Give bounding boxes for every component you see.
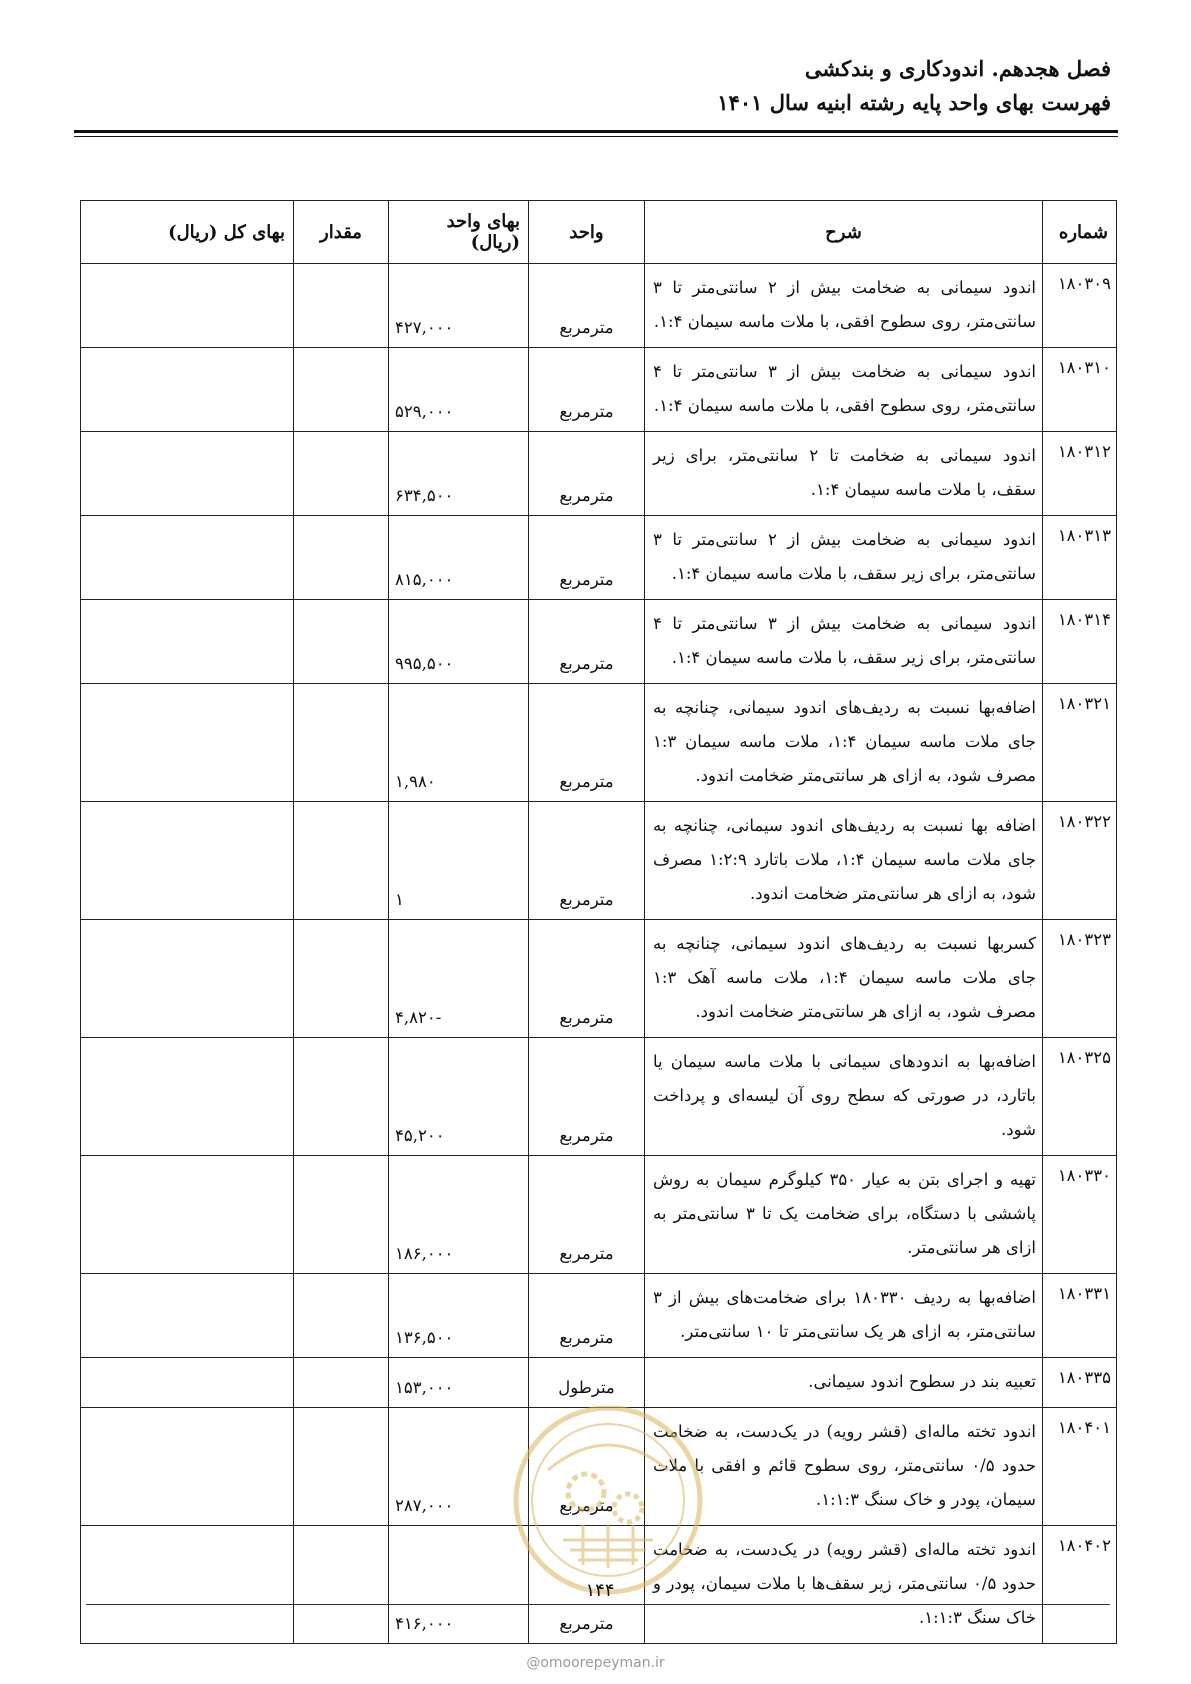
table-row [81, 516, 1117, 600]
item-total-price [81, 1408, 294, 1526]
item-quantity [294, 1408, 389, 1526]
item-quantity [294, 1358, 389, 1408]
item-unit: مترمربع [529, 1274, 645, 1358]
item-total-price [81, 1358, 294, 1408]
column-header-unit-price: بهای واحد (ریال) [389, 201, 529, 264]
item-unit-price: ۴۵,۲۰۰ [389, 1038, 529, 1156]
item-code: ۱۸۰۳۲۳ [1043, 920, 1117, 1038]
table-row [81, 1274, 1117, 1358]
item-unit-price: ۱,۹۸۰ [389, 684, 529, 802]
item-total-price [81, 1156, 294, 1274]
site-watermark: @omoorepeyman.ir [526, 1655, 665, 1671]
item-description: اندود تخته ماله‌ای (قشر رویه) در یک‌دست، به ضخامت حدود ۰/۵ سانتی‌متر، زیر سقف‌ها با ملات سیمان، پودر و خاک سنگ ۱:۱:۳. [645, 1526, 1043, 1644]
item-unit-price: -۴,۸۲۰ [389, 920, 529, 1038]
item-quantity [294, 1526, 389, 1644]
item-unit: مترمربع [529, 600, 645, 684]
item-description: اندود سیمانی به ضخامت بیش از ۲ سانتی‌متر تا ۳ سانتی‌متر، برای زیر سقف، با ملات ماسه سیمان ۱:۴. [645, 516, 1043, 600]
column-header-unit: واحد [529, 201, 645, 264]
table-body [81, 264, 1117, 1644]
item-description: اندود سیمانی به ضخامت تا ۲ سانتی‌متر، برای زیر سقف، با ملات ماسه سیمان ۱:۴. [645, 432, 1043, 516]
item-unit: مترمربع [529, 516, 645, 600]
item-description: اضافه‌بها به ردیف ۱۸۰۳۳۰ برای ضخامت‌های بیش از ۳ سانتی‌متر، به ازای هر یک سانتی‌متر تا ۱۰ سانتی‌متر. [645, 1274, 1043, 1358]
document-title: فهرست بهای واحد پایه رشته ابنیه سال ۱۴۰۱ [717, 90, 1111, 115]
item-code: ۱۸۰۳۰۹ [1043, 264, 1117, 348]
table-row [81, 432, 1117, 516]
item-quantity [294, 432, 389, 516]
item-total-price [81, 516, 294, 600]
item-quantity [294, 516, 389, 600]
item-code: ۱۸۰۳۱۴ [1043, 600, 1117, 684]
item-code: ۱۸۰۴۰۲ [1043, 1526, 1117, 1644]
table-row [81, 1156, 1117, 1274]
item-quantity [294, 684, 389, 802]
item-unit: مترمربع [529, 684, 645, 802]
item-total-price [81, 684, 294, 802]
header-rule-thick [74, 130, 1118, 133]
item-total-price [81, 1526, 294, 1644]
item-unit: مترمربع [529, 1526, 645, 1644]
table-row [81, 348, 1117, 432]
table-row [81, 600, 1117, 684]
item-total-price [81, 1038, 294, 1156]
table-header-row [81, 201, 1117, 264]
item-code: ۱۸۰۳۳۵ [1043, 1358, 1117, 1408]
item-quantity [294, 920, 389, 1038]
table-row [81, 264, 1117, 348]
item-code: ۱۸۰۳۲۱ [1043, 684, 1117, 802]
item-description: کسربها نسبت به ردیف‌های اندود سیمانی، چنانچه به جای ملات ماسه سیمان ۱:۴، ملات ماسه آهک ۱:۳ مصرف شود، به ازای هر سانتی‌متر ضخامت اندود. [645, 920, 1043, 1038]
item-quantity [294, 1156, 389, 1274]
item-description: اضافه‌بها به اندودهای سیمانی با ملات ماسه سیمان یا باتارد، در صورتی که سطح روی آن لیسه‌ای و پرداخت شود. [645, 1038, 1043, 1156]
item-code: ۱۸۰۳۱۳ [1043, 516, 1117, 600]
footer-rule [86, 1604, 1110, 1605]
item-unit-price: ۱ [389, 802, 529, 920]
table-row [81, 1038, 1117, 1156]
price-table [80, 200, 1117, 1644]
table-row [81, 920, 1117, 1038]
column-header-description: شرح [645, 201, 1043, 264]
item-quantity [294, 348, 389, 432]
item-unit-price: ۴۱۶,۰۰۰ [389, 1526, 529, 1644]
column-header-total-price: بهای کل (ریال) [81, 201, 294, 264]
item-unit: مترمربع [529, 920, 645, 1038]
item-total-price [81, 920, 294, 1038]
item-unit-price: ۱۳۶,۵۰۰ [389, 1274, 529, 1358]
table-row [81, 684, 1117, 802]
item-unit: مترمربع [529, 264, 645, 348]
item-code: ۱۸۰۴۰۱ [1043, 1408, 1117, 1526]
item-unit-price: ۹۹۵,۵۰۰ [389, 600, 529, 684]
item-quantity [294, 264, 389, 348]
item-code: ۱۸۰۳۱۰ [1043, 348, 1117, 432]
item-unit: مترمربع [529, 348, 645, 432]
item-quantity [294, 1038, 389, 1156]
item-description: اندود سیمانی به ضخامت بیش از ۲ سانتی‌متر تا ۳ سانتی‌متر، روی سطوح افقی، با ملات ماسه سیمان ۱:۴. [645, 264, 1043, 348]
item-description: اضافه‌بها نسبت به ردیف‌های اندود سیمانی، چنانچه به جای ملات ماسه سیمان ۱:۴، ملات ماسه سیمان ۱:۳ مصرف شود، به ازای هر سانتی‌متر ضخامت اندود. [645, 684, 1043, 802]
item-description: اندود سیمانی به ضخامت بیش از ۳ سانتی‌متر تا ۴ سانتی‌متر، روی سطوح افقی، با ملات ماسه سیمان ۱:۴. [645, 348, 1043, 432]
item-total-price [81, 802, 294, 920]
item-quantity [294, 600, 389, 684]
item-unit-price: ۱۵۳,۰۰۰ [389, 1358, 529, 1408]
table-row [81, 1408, 1117, 1526]
item-quantity [294, 1274, 389, 1358]
table-row [81, 802, 1117, 920]
item-unit-price: ۸۱۵,۰۰۰ [389, 516, 529, 600]
item-code: ۱۸۰۳۳۱ [1043, 1274, 1117, 1358]
header-rule-thin [74, 136, 1118, 137]
item-quantity [294, 802, 389, 920]
item-code: ۱۸۰۳۲۵ [1043, 1038, 1117, 1156]
item-total-price [81, 264, 294, 348]
item-code: ۱۸۰۳۳۰ [1043, 1156, 1117, 1274]
item-description: اندود تخته ماله‌ای (قشر رویه) در یک‌دست، به ضخامت حدود ۰/۵ سانتی‌متر، روی سطوح قائم و افقی با ملات سیمان، پودر و خاک سنگ ۱:۱:۳. [645, 1408, 1043, 1526]
item-code: ۱۸۰۳۱۲ [1043, 432, 1117, 516]
page-number: ۱۴۴ [585, 1580, 615, 1601]
chapter-title: فصل هجدهم. اندودکاری و بندکشی [804, 56, 1111, 81]
item-unit: مترمربع [529, 1156, 645, 1274]
item-unit: مترمربع [529, 432, 645, 516]
item-unit-price: ۴۲۷,۰۰۰ [389, 264, 529, 348]
item-description: تعبیه بند در سطوح اندود سیمانی. [645, 1358, 1043, 1408]
item-description: اندود سیمانی به ضخامت بیش از ۳ سانتی‌متر تا ۴ سانتی‌متر، برای زیر سقف، با ملات ماسه سیمان ۱:۴. [645, 600, 1043, 684]
item-unit-price: ۱۸۶,۰۰۰ [389, 1156, 529, 1274]
item-total-price [81, 348, 294, 432]
column-header-quantity: مقدار [294, 201, 389, 264]
column-header-code: شماره [1043, 201, 1117, 264]
item-unit: مترمربع [529, 802, 645, 920]
item-unit: مترمربع [529, 1038, 645, 1156]
item-unit-price: ۵۲۹,۰۰۰ [389, 348, 529, 432]
item-code: ۱۸۰۳۲۲ [1043, 802, 1117, 920]
item-unit-price: ۲۸۷,۰۰۰ [389, 1408, 529, 1526]
table-row [81, 1358, 1117, 1408]
item-unit-price: ۶۳۴,۵۰۰ [389, 432, 529, 516]
item-unit: مترمربع [529, 1408, 645, 1526]
item-total-price [81, 432, 294, 516]
item-total-price [81, 600, 294, 684]
page-header [71, 52, 1111, 120]
item-description: تهیه و اجرای بتن به عیار ۳۵۰ کیلوگرم سیمان به روش پاششی با دستگاه، برای ضخامت یک تا ۳ سانتی‌متر به ازای هر سانتی‌متر. [645, 1156, 1043, 1274]
item-description: اضافه بها نسبت به ردیف‌های اندود سیمانی، چنانچه به جای ملات ماسه سیمان ۱:۴، ملات باتارد ۱:۲:۹ مصرف شود، به ازای هر سانتی‌متر ضخامت اندود. [645, 802, 1043, 920]
item-unit: مترطول [529, 1358, 645, 1408]
item-total-price [81, 1274, 294, 1358]
